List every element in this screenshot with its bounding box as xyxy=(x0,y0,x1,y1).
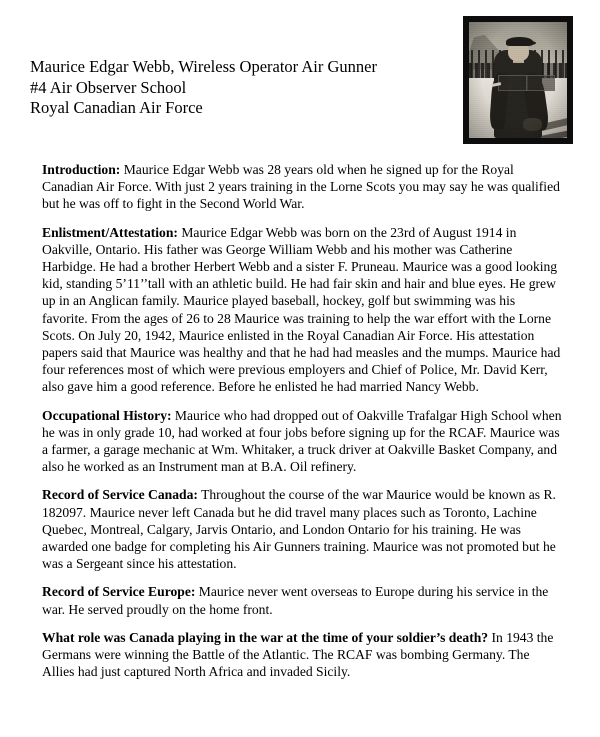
section-text: Throughout the course of the war Maurice would be known as R. 182097. Maurice never left Canada but he did travel many places such as Toronto, Lachine Quebec, Montreal, Calgary, Jarvis Ontario, and London Ontario for his training. He was awarded one badge for completing his Air Gunners training. Maurice was not promoted but he was a Sergeant since his attestation. xyxy=(42,487,556,572)
section-heading: What role was Canada playing in the war at the time of your soldier’s death? xyxy=(42,629,489,645)
title-line-3: Royal Canadian Air Force xyxy=(30,98,203,117)
section-record-of-service-canada xyxy=(42,486,562,572)
title-line-2: #4 Air Observer School xyxy=(30,77,187,97)
photo-grain xyxy=(469,22,567,138)
section-canada-role-question xyxy=(42,629,562,681)
soldier-photo-image xyxy=(469,22,567,138)
document-body xyxy=(42,161,562,680)
section-heading: Enlistment/Attestation: xyxy=(42,224,178,240)
section-enlistment-attestation xyxy=(42,224,562,396)
section-heading: Record of Service Canada: xyxy=(42,487,198,503)
section-heading: Record of Service Europe: xyxy=(42,584,196,600)
section-text: In 1943 the Germans were winning the Battle of the Atlantic. The RCAF was bombing Germany. The Allies had just captured North Africa and invaded Sicily. xyxy=(42,629,554,680)
section-heading: Introduction: xyxy=(42,162,121,177)
section-heading: Occupational History: xyxy=(42,407,172,423)
section-record-of-service-europe xyxy=(42,583,562,617)
section-text: Maurice who had dropped out of Oakville Trafalgar High School when he was in only grade 10, had worked at four jobs before signing up for the RCAF. Maurice was a farmer, a garage mechanic at Wm. Whitaker, a truck driver at Oakville Basket Company, and also he worked as an Instrument man at B.A. Oil refinery. xyxy=(42,407,562,475)
section-text: Maurice Edgar Webb was 28 years old when he signed up for the Royal Canadian Air Force. With just 2 years training in the Lorne Scots you may say he was qualified but he was off to fight in the Second World War. xyxy=(42,162,560,212)
soldier-photo xyxy=(463,16,573,144)
section-occupational-history xyxy=(42,407,562,476)
section-introduction xyxy=(42,161,562,213)
section-text: Maurice never went overseas to Europe during his service in the war. He served proudly on the home front. xyxy=(42,584,549,617)
title-line-1: Maurice Edgar Webb, Wireless Operator Air Gunner xyxy=(30,57,377,76)
page-title xyxy=(30,57,450,119)
section-text: Maurice Edgar Webb was born on the 23rd of August 1914 in Oakville, Ontario. His father was George William Webb and his mother was Catherine Harbidge. He had a brother Herbert Webb and a sister F. Pruneau. Maurice was a good looking kid, standing 5’11’’tall with an athletic build. He had fair skin and hair and blue eyes. He grew up in an Anglican family. Maurice played baseball, hockey, golf but swimming was his favorite. From the ages of 26 to 28 Maurice was training to help the war effort with the Lorne Scots. On July 20, 1942, Maurice enlisted in the Royal Canadian Air Force. His attestation papers said that Maurice was healthy and that he had had measles and the mumps. Maurice had four references most of which were previous employers and Chief of Police, Mr. David Kerr, also gave him a good reference. Before he enlisted he had married Nancy Webb. xyxy=(42,224,561,395)
